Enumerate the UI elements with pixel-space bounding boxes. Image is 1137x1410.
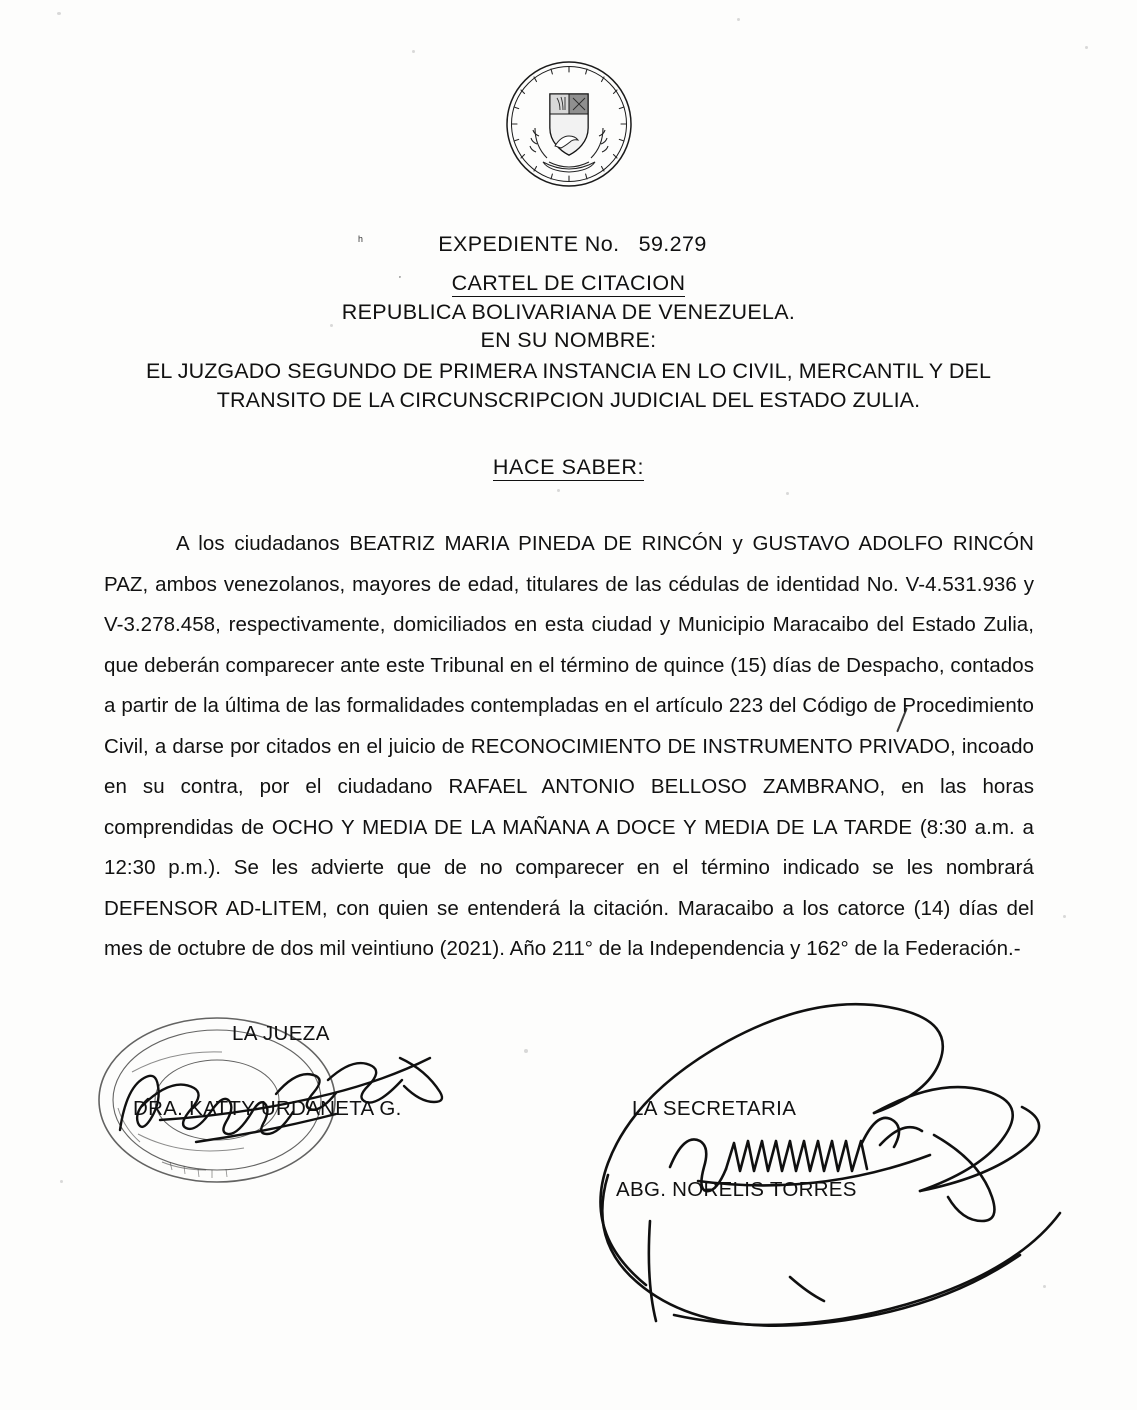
scan-speck [1043, 1285, 1046, 1288]
document-title: CARTEL DE CITACION [452, 272, 686, 297]
court-line-1: EL JUZGADO SEGUNDO DE PRIMERA INSTANCIA EN LO CIVIL, MERCANTIL Y DEL [145, 359, 992, 384]
signature-role-secretaria: LA SECRETARIA [632, 1097, 797, 1120]
scan-speck [1085, 46, 1088, 49]
pen-tick-mark-2: ˑ [398, 271, 403, 287]
notice-heading: HACE SABER: [493, 456, 644, 481]
notice-heading-wrap [0, 455, 1137, 481]
scan-speck [1063, 915, 1066, 918]
scan-speck [60, 1180, 63, 1183]
scan-speck [737, 18, 740, 21]
body-paragraph: A los ciudadanos BEATRIZ MARIA PINEDA DE RINCÓN y GUSTAVO ADOLFO RINCÓN PAZ, ambos venezolanos, mayores de edad, titulares de las cédulas de identidad No. V-4.531.936 y V-3.278.458, respectivamente, domiciliados en esta ciudad y Municipio Maracaibo del Estado Zulia, que deberán comparecer ante este Tribunal en el término de quince (15) días de Despacho, contados a partir de la última de las formalidades contempladas en el artículo 223 del Código de Procedimiento Civil, a darse por citados en el juicio de RECONOCIMIENTO DE INSTRUMENTO PRIVADO, incoado en su contra, por el ciudadano RAFAEL ANTONIO BELLOSO ZAMBRANO, en las horas comprendidas de OCHO Y MEDIA DE LA MAÑANA A DOCE Y MEDIA DE LA TARDE (8:30 a.m. a 12:30 p.m.). Se les advierte que de no comparecer en el término indicado se les nombrará DEFENSOR AD-LITEM, con quien se entenderá la citación. Maracaibo a los catorce (14) días del mes de octubre de dos mil veintiuno (2021). Año 211° de la Independencia y 162° de la Federación.- [104, 532, 1034, 960]
scan-speck [412, 50, 415, 53]
coat-of-arms-wrap [0, 58, 1137, 190]
document-header [0, 232, 1137, 481]
document-body [104, 524, 1034, 970]
venezuela-coat-of-arms-icon [503, 58, 635, 190]
scan-speck [786, 492, 789, 495]
pen-tick-mark: ʰ [358, 233, 364, 248]
signature-name-jueza: DRA. KATTY URDANETA G. [133, 1097, 402, 1120]
expediente-label: EXPEDIENTE No. [438, 232, 620, 256]
scan-speck [524, 1049, 528, 1053]
court-line-2: TRANSITO DE LA CIRCUNSCRIPCION JUDICIAL DEL ESTADO ZULIA. [216, 388, 921, 413]
expediente-line [8, 232, 1137, 257]
in-name-of-line: EN SU NOMBRE: [480, 328, 657, 353]
signature-role-jueza: LA JUEZA [232, 1022, 330, 1045]
handwritten-signature-secretaria [460, 985, 1100, 1325]
scan-speck [57, 12, 61, 15]
signature-name-secretaria: ABG. NORELIS TORRES [616, 1178, 857, 1201]
expediente-number: 59.279 [638, 232, 707, 256]
cartel-title-line [0, 271, 1137, 297]
republic-line: REPUBLICA BOLIVARIANA DE VENEZUELA. [341, 300, 796, 325]
scan-speck [557, 489, 560, 492]
